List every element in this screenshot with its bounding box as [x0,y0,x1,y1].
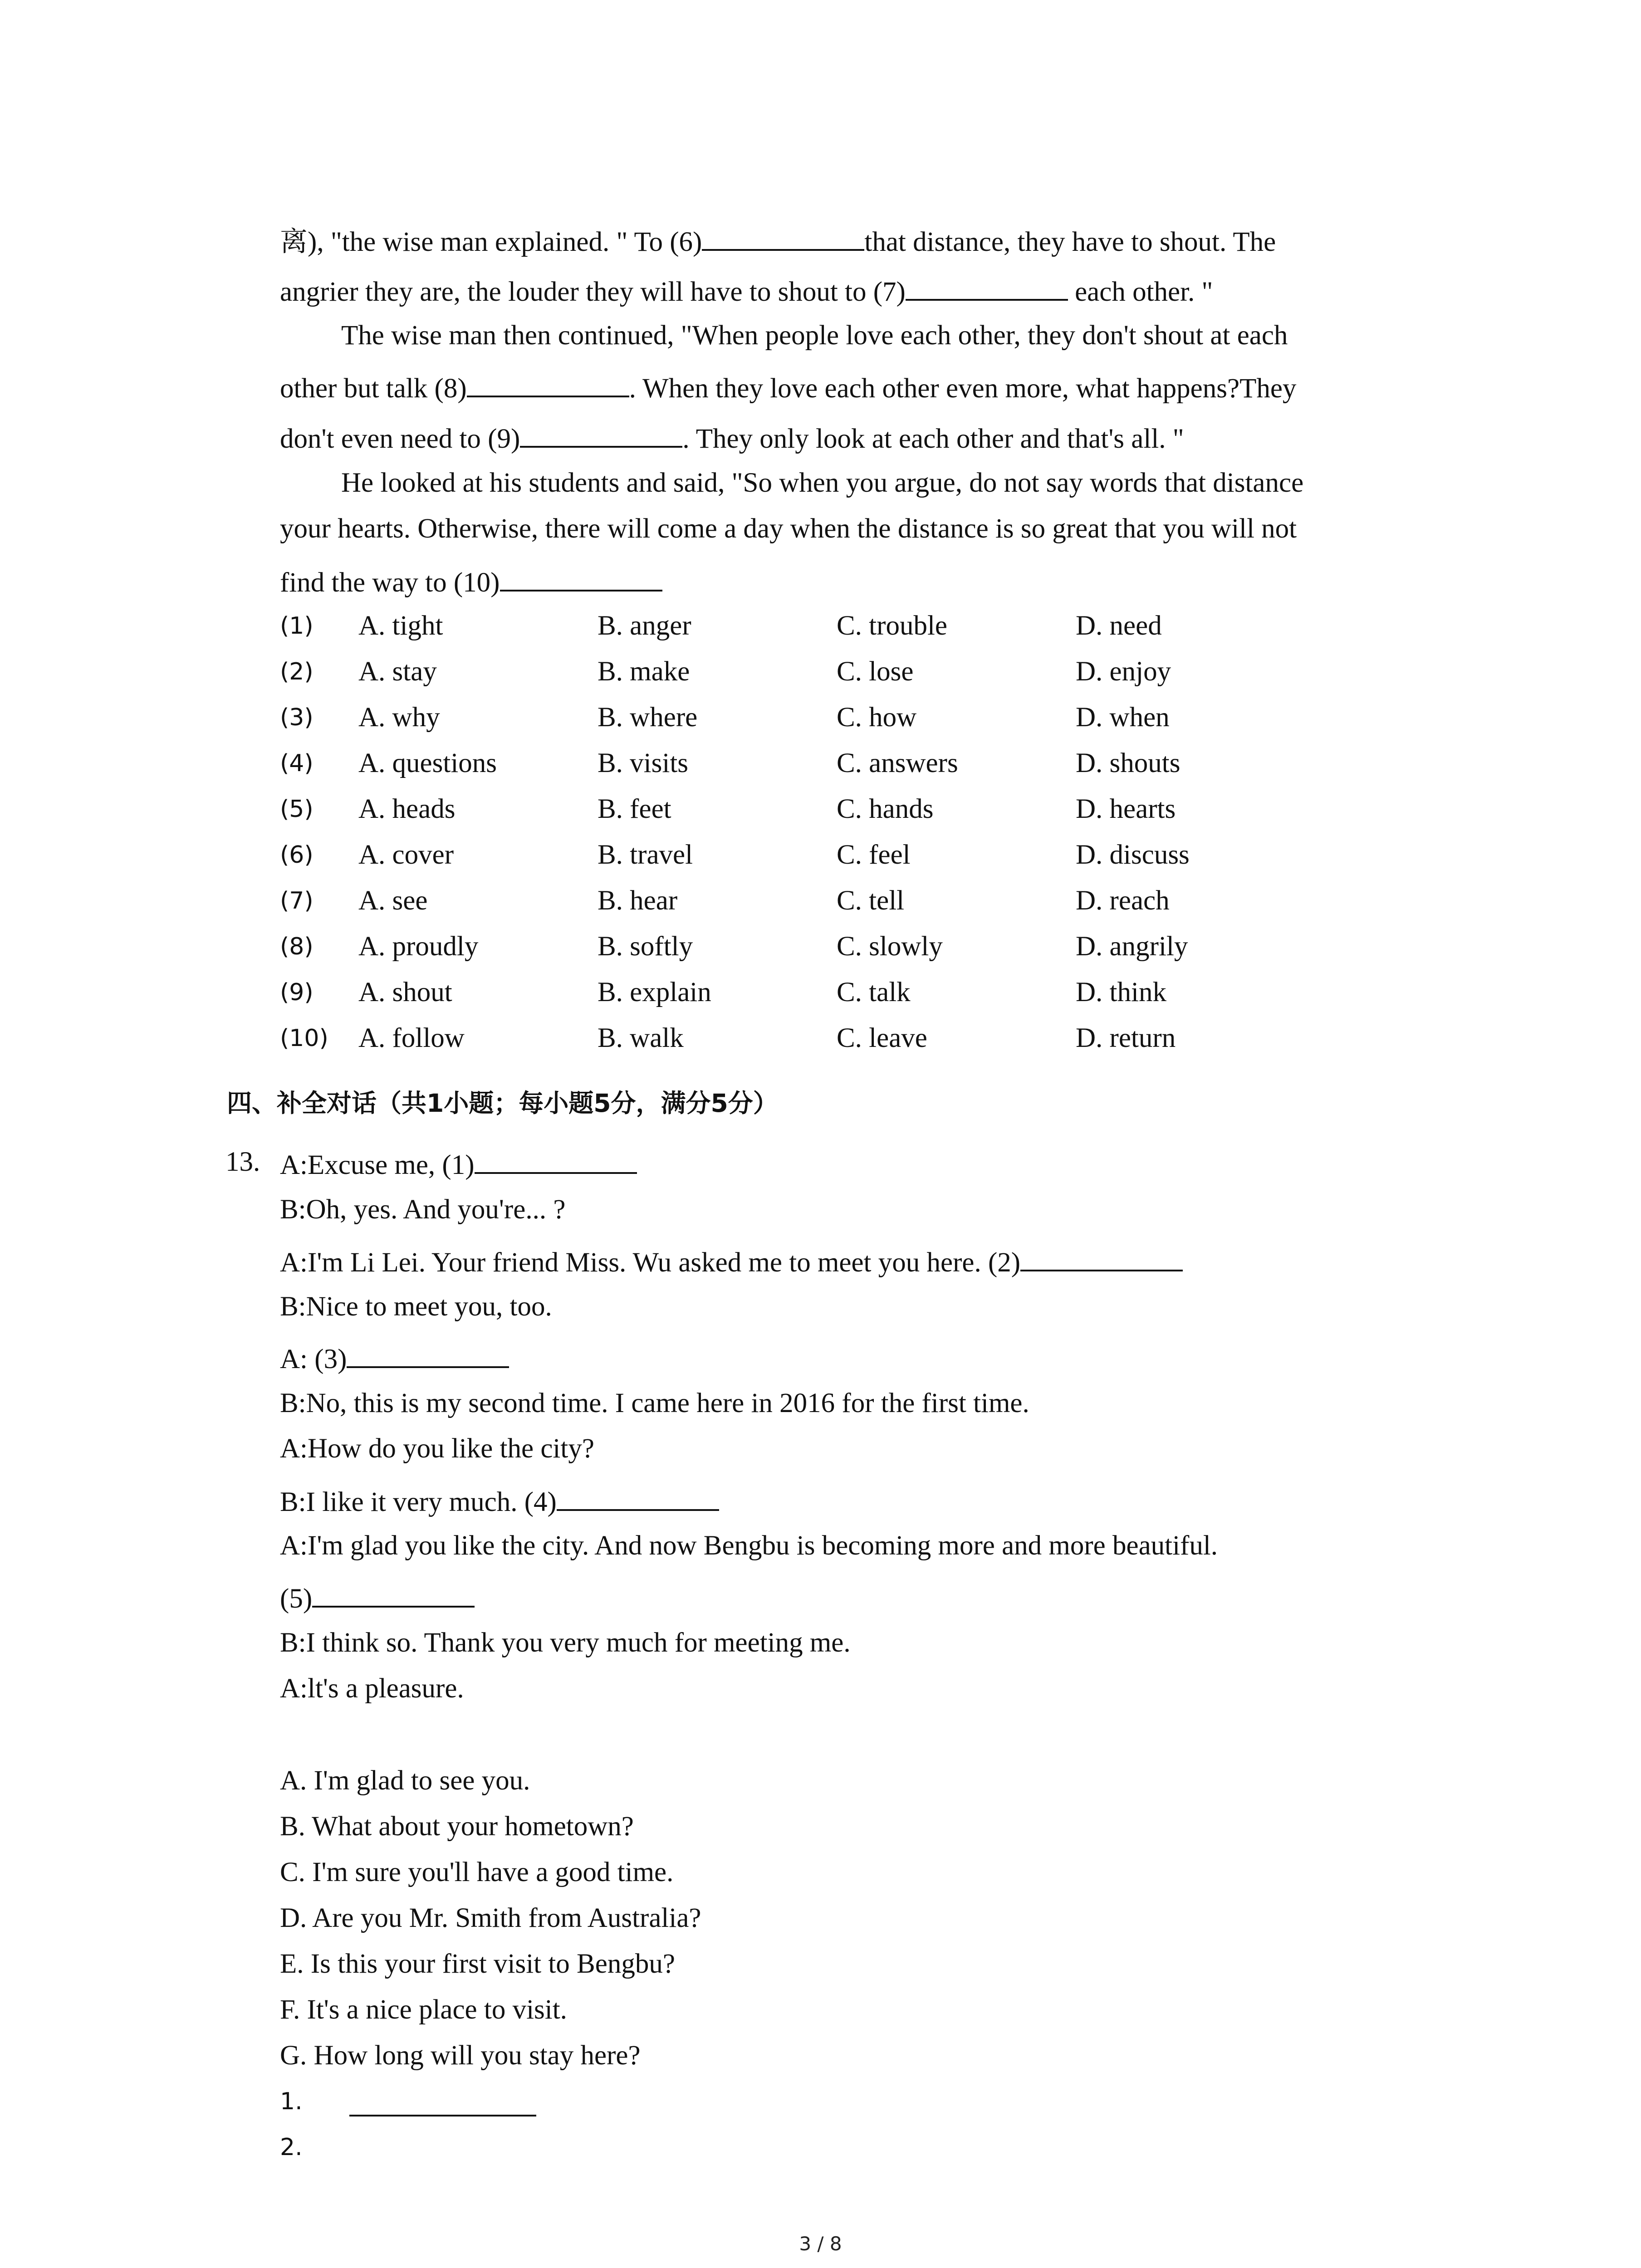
option-b[interactable]: B. anger [598,611,691,641]
dialogue-line [280,1578,475,1617]
passage-line: your hearts. Otherwise, there will come a day when the distance is so great that you will not [280,513,1297,544]
choice-item: G. How long will you stay here? [280,2040,641,2071]
option-b[interactable]: B. make [598,656,690,687]
answer-blank[interactable] [557,1481,719,1511]
option-a[interactable]: A. questions [358,748,497,778]
dialogue-line [280,1338,509,1378]
answer-blank[interactable] [906,271,1068,301]
dialogue-line [280,1242,1183,1281]
dialogue-text: A:I'm Li Lei. Your friend Miss. Wu asked me to meet you here. (2) [280,1247,1021,1278]
option-c[interactable]: C. how [837,702,917,733]
passage-line: He looked at his students and said, "So when you argue, do not say words that distance [341,468,1304,498]
option-a[interactable]: A. follow [358,1023,465,1053]
option-b[interactable]: B. softly [598,931,693,962]
answer-blank[interactable] [500,562,662,591]
option-row [280,929,1414,965]
dialogue-line [280,1481,719,1520]
question-number: (1) [280,612,314,640]
question-number: (5) [280,796,314,823]
dialogue-line: B:No, this is my second time. I came here in 2016 for the first time. [280,1388,1029,1418]
passage-text: other but talk (8) [280,373,467,404]
passage-line [280,221,1276,260]
passage-text: don't even need to (9) [280,424,520,454]
option-d[interactable]: D. angrily [1076,931,1188,962]
section-heading: 四、补全对话（共1小题；每小题5分，满分5分） [227,1089,778,1118]
passage-line [280,271,1213,310]
question-number: (4) [280,750,314,777]
option-row [280,974,1414,1011]
question-number: (2) [280,658,314,685]
question-number: (7) [280,887,314,914]
passage-text: angrier they are, the louder they will have to shout to (7) [280,277,906,307]
option-row [280,791,1414,827]
passage-text: . They only look at each other and that's all. " [682,424,1184,454]
dialogue-line [280,1144,637,1183]
option-c[interactable]: C. trouble [837,611,947,641]
option-b[interactable]: B. where [598,702,698,733]
option-c[interactable]: C. answers [837,748,958,778]
page-number: 3 / 8 [799,2233,842,2255]
option-d[interactable]: D. shouts [1076,748,1181,778]
option-b[interactable]: B. travel [598,840,693,870]
option-c[interactable]: C. leave [837,1023,927,1053]
passage-text: each other. " [1068,277,1213,307]
passage-line [280,418,1184,457]
option-c[interactable]: C. hands [837,794,934,824]
answer-blank[interactable] [1020,1242,1183,1271]
question-number: (9) [280,979,314,1006]
dialogue-line: B:Oh, yes. And you're... ? [280,1194,566,1225]
option-a[interactable]: A. tight [358,611,443,641]
question-number: (6) [280,841,314,869]
option-a[interactable]: A. heads [358,794,456,824]
option-row [280,1020,1414,1056]
option-row [280,608,1414,644]
answer-blank[interactable] [312,1578,475,1608]
question-number: 13. [225,1147,260,1177]
dialogue-line: B:Nice to meet you, too. [280,1291,552,1322]
option-a[interactable]: A. shout [358,977,452,1007]
option-row [280,745,1414,782]
option-d[interactable]: D. reach [1076,885,1170,916]
option-b[interactable]: B. feet [598,794,671,824]
option-d[interactable]: D. return [1076,1023,1176,1053]
dialogue-text: A: (3) [280,1344,347,1374]
option-c[interactable]: C. talk [837,977,911,1007]
option-a[interactable]: A. cover [358,840,454,870]
dialogue-line: A:How do you like the city? [280,1433,594,1464]
passage-text: find the way to (10) [280,567,500,598]
option-row [280,699,1414,736]
passage-line [280,562,662,601]
option-c[interactable]: C. feel [837,840,911,870]
dialogue-line: A:lt's a pleasure. [280,1673,464,1704]
option-row [280,837,1414,873]
option-c[interactable]: C. lose [837,656,914,687]
dialogue-text: A:Excuse me, (1) [280,1150,475,1180]
option-c[interactable]: C. slowly [837,931,943,962]
dialogue-line: B:I think so. Thank you very much for meeting me. [280,1628,851,1658]
option-b[interactable]: B. hear [598,885,678,916]
question-number: (3) [280,704,314,731]
choice-item: C. I'm sure you'll have a good time. [280,1857,674,1887]
answer-blank[interactable] [347,1338,509,1368]
answer-blank[interactable] [520,418,682,448]
choice-item: A. I'm glad to see you. [280,1765,530,1796]
option-d[interactable]: D. need [1076,611,1162,641]
dialogue-line: A:I'm glad you like the city. And now Bengbu is becoming more and more beautiful. [280,1530,1218,1561]
option-b[interactable]: B. walk [598,1023,684,1053]
option-a[interactable]: A. why [358,702,440,733]
option-d[interactable]: D. hearts [1076,794,1176,824]
passage-text: that distance, they have to shout. The [864,227,1276,257]
answer-blank[interactable] [475,1144,637,1174]
option-a[interactable]: A. see [358,885,428,916]
choice-item: D. Are you Mr. Smith from Australia? [280,1903,701,1933]
passage-text: 离), "the wise man explained. " To (6) [280,227,702,257]
choice-item: B. What about your hometown? [280,1811,634,1842]
answer-blank[interactable] [467,367,629,397]
option-a[interactable]: A. stay [358,656,437,687]
choice-item: E. Is this your first visit to Bengbu? [280,1949,675,1979]
answer-number: 2. [280,2134,303,2161]
option-d[interactable]: D. enjoy [1076,656,1171,687]
answer-number: 1. [280,2088,303,2115]
option-b[interactable]: B. visits [598,748,689,778]
option-c[interactable]: C. tell [837,885,905,916]
option-d[interactable]: D. when [1076,702,1170,733]
option-a[interactable]: A. proudly [358,931,479,962]
option-b[interactable]: B. explain [598,977,711,1007]
question-number: (10) [280,1025,328,1052]
question-number: (8) [280,933,314,960]
dialogue-text: B:I like it very much. (4) [280,1487,557,1517]
passage-text: . When they love each other even more, what happens?They [629,373,1297,404]
answer-blank[interactable] [349,2115,536,2116]
answer-blank[interactable] [702,221,864,251]
dialogue-text: (5) [280,1584,313,1614]
passage-line: The wise man then continued, "When people love each other, they don't shout at each [341,320,1288,351]
passage-line [280,367,1296,407]
option-d[interactable]: D. think [1076,977,1166,1007]
option-d[interactable]: D. discuss [1076,840,1190,870]
choice-item: F. It's a nice place to visit. [280,1994,567,2025]
option-row [280,883,1414,919]
option-row [280,654,1414,690]
